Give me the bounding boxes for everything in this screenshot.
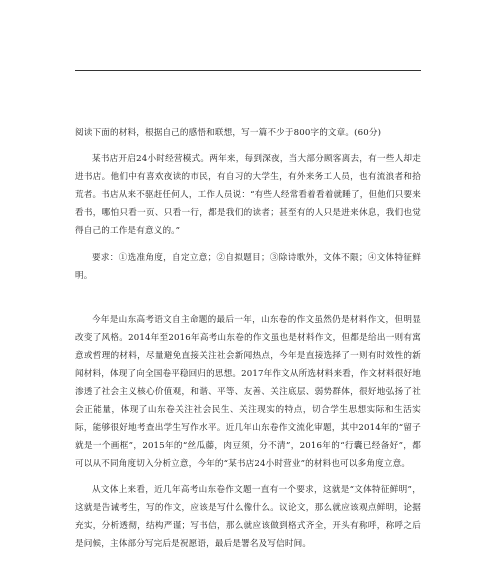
top-divider-line [75,70,421,71]
analysis-paragraph-2: 从文体上来看，近几年高考山东卷作文题一直有一个要求，这就是“文体特征鲜明”，这就是告诫考生，写的作文，应该是写什么像什么。议论文，那么就应该观点鲜明，论据充实，分析透彻，结构严谨；写书信，那么就应该做到格式齐全，开头有称呼，称呼之后是问候，主体部分写完后是祝愿语，最后是署名及写信时间。 [75,485,421,549]
document-body [75,124,421,553]
essay-prompt: 阅读下面的材料，根据自己的感悟和联想，写一篇不少于800字的文章。(60分) [75,128,382,138]
essay-requirements: 要求：①选准角度，自定立意；②自拟题目；③除诗歌外，文体不限；④文体特征鲜明。 [75,253,421,281]
essay-material: 某书店开启24小时经营模式。两年来，每到深夜，当大部分顾客离去，有一些人却走进书店。他们中有喜欢夜读的市民，有自习的大学生，有外来务工人员，也有流浪者和拾荒者。书店从来不驱赶任何人，工作人员说：“有些人经常看着看着就睡了，但他们只要来看书，哪怕只看一页、只看一行，都是我们的读者；甚至有的人只是进来休息，我们也觉得自己的工作是有意义的。” [75,154,421,236]
analysis-paragraph-1: 今年是山东高考语文自主命题的最后一年，山东卷的作文虽然仍是材料作文，但明显改变了风格。2014年至2016年高考山东卷的作文虽也是材料作文，但都是给出一则有寓意或哲理的材料，尽量避免直接关注社会新闻热点，今年是直接选择了一则有时效性的新闻材料，体现了向全国卷平稳回归的思想。2017年作文从所选材料来看，作文材料很好地渗透了社会主义核心价值观，和谐、平等、友善、关注底层、弱势群体，很好地弘扬了社会正能量，体现了山东卷关注社会民生、关注现实的特点，切合学生思想实际和生活实际，能够很好地考查出学生写作水平。近几年山东卷作文流化审题，其中2014年的“留子就是一个画框”，2015年的“丝瓜藤，肉豆须，分不清”，2016年的“行囊已经备好”，都可以从不同角度切入分析立意，今年的“某书店24小时营业”的材料也可以多角度立意。 [75,315,421,469]
